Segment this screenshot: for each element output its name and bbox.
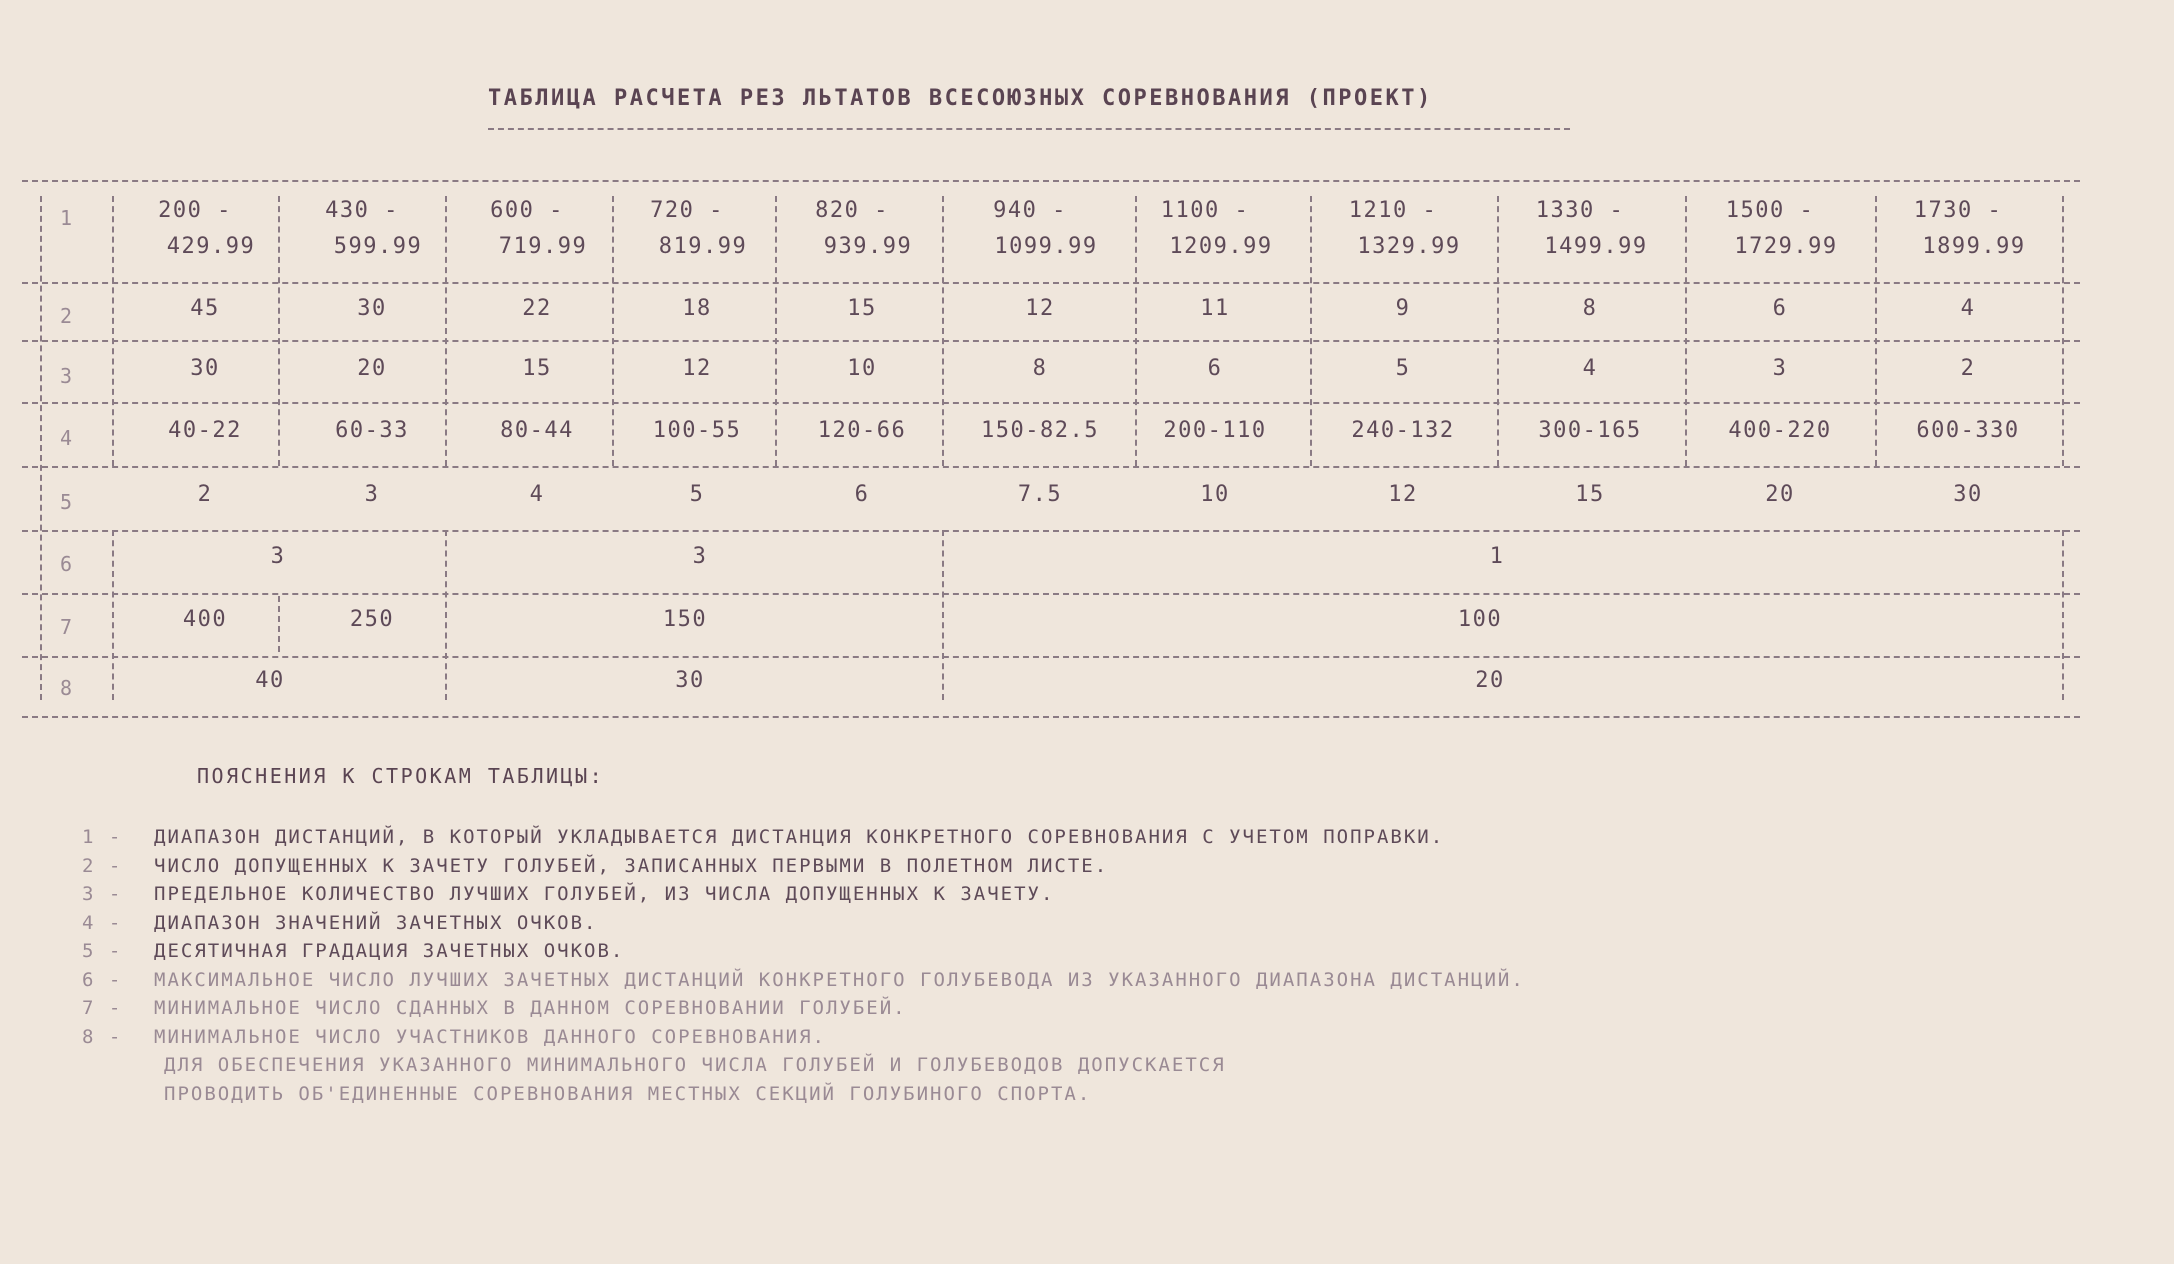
column-separator <box>1135 196 1137 466</box>
row4-cell: 80-44 <box>500 418 574 443</box>
range-to: 429.99 <box>166 234 256 259</box>
row6-cell: 3 <box>692 544 708 569</box>
row5-cell: 2 <box>197 482 213 507</box>
note-item <box>82 912 598 934</box>
note-number: 7 - <box>82 997 123 1019</box>
row2-cell: 12 <box>1025 296 1055 321</box>
row8-cell: 20 <box>1475 668 1505 693</box>
row5-cell: 6 <box>854 482 870 507</box>
notes-title: ПОЯСНЕНИЯ К СТРОКАМ ТАБЛИЦЫ: <box>197 764 605 788</box>
column-separator <box>1685 196 1687 466</box>
row2-cell: 11 <box>1200 296 1230 321</box>
row3-cell: 15 <box>522 356 552 381</box>
note-item <box>82 826 1444 848</box>
table-rule <box>22 402 2080 404</box>
note-continuation <box>164 1054 1226 1076</box>
row7-cell: 150 <box>662 607 708 632</box>
column-separator <box>2062 196 2064 466</box>
note-text: ДЕСЯТИЧНАЯ ГРАДАЦИЯ ЗАЧЕТНЫХ ОЧКОВ. <box>154 940 625 962</box>
range-to: 939.99 <box>823 234 913 259</box>
row-number: 6 <box>60 552 73 576</box>
merged-separator <box>942 530 944 700</box>
range-from: 820 - <box>815 198 889 223</box>
column-separator <box>942 196 944 466</box>
row4-cell: 240-132 <box>1351 418 1455 443</box>
range-from: 1330 - <box>1535 198 1625 223</box>
note-continuation-text: ПРОВОДИТЬ ОБ'ЕДИНЕННЫЕ СОРЕВНОВАНИЯ МЕСТНЫХ СЕКЦИЙ ГОЛУБИНОГО СПОРТА. <box>164 1082 1092 1105</box>
row2-cell: 8 <box>1582 296 1598 321</box>
row2-cell: 9 <box>1395 296 1411 321</box>
row3-cell: 5 <box>1395 356 1411 381</box>
range-to: 819.99 <box>658 234 748 259</box>
note-number: 1 - <box>82 826 123 848</box>
note-continuation-text: ДЛЯ ОБЕСПЕЧЕНИЯ УКАЗАННОГО МИНИМАЛЬНОГО ЧИСЛА ГОЛУБЕЙ И ГОЛУБЕВОДОВ ДОПУСКАЕТСЯ <box>164 1054 1226 1076</box>
note-item <box>82 940 624 962</box>
note-text: ДИАПАЗОН ЗНАЧЕНИЙ ЗАЧЕТНЫХ ОЧКОВ. <box>154 911 598 934</box>
note-item <box>82 1026 826 1048</box>
row-number: 4 <box>60 426 73 450</box>
row4-cell: 100-55 <box>652 418 742 443</box>
row4-cell: 400-220 <box>1728 418 1832 443</box>
note-text: ЧИСЛО ДОПУЩЕННЫХ К ЗАЧЕТУ ГОЛУБЕЙ, ЗАПИСАННЫХ ПЕРВЫМИ В ПОЛЕТНОМ ЛИСТЕ. <box>154 854 1109 877</box>
column-separator <box>112 196 114 466</box>
row7-cell: 250 <box>349 607 395 632</box>
column-separator <box>445 196 447 466</box>
note-number: 2 - <box>82 854 123 877</box>
note-text: МИНИМАЛЬНОЕ ЧИСЛО СДАННЫХ В ДАННОМ СОРЕВНОВАНИИ ГОЛУБЕЙ. <box>154 997 907 1019</box>
column-separator <box>775 196 777 466</box>
range-to: 719.99 <box>498 234 588 259</box>
document-title: ТАБЛИЦА РАСЧЕТА РЕЗ ЛЬТАТОВ ВСЕСОЮЗНЫХ СОРЕВНОВАНИЯ (ПРОЕКТ) <box>488 86 1433 111</box>
table-rule <box>22 656 2080 658</box>
row4-cell: 200-110 <box>1163 418 1267 443</box>
note-number: 4 - <box>82 911 123 934</box>
row3-cell: 10 <box>847 356 877 381</box>
note-item <box>82 997 907 1019</box>
note-continuation <box>164 1083 1091 1105</box>
table-rule <box>22 530 2080 532</box>
note-text: МАКСИМАЛЬНОЕ ЧИСЛО ЛУЧШИХ ЗАЧЕТНЫХ ДИСТАНЦИЙ КОНКРЕТНОГО ГОЛУБЕВОДА ИЗ УКАЗАННОГО ДИАПАЗОНА ДИСТАНЦИЙ. <box>154 968 1525 991</box>
row5-cell: 30 <box>1953 482 1983 507</box>
range-to: 599.99 <box>333 234 423 259</box>
column-separator <box>278 196 280 466</box>
row2-cell: 45 <box>190 296 220 321</box>
range-to: 1899.99 <box>1922 234 2026 259</box>
row4-cell: 600-330 <box>1916 418 2020 443</box>
note-item <box>82 883 1054 905</box>
note-item <box>82 855 1108 877</box>
column-separator <box>1497 196 1499 466</box>
row5-cell: 4 <box>529 482 545 507</box>
range-from: 1100 - <box>1160 198 1250 223</box>
row4-cell: 120-66 <box>817 418 907 443</box>
row2-cell: 15 <box>847 296 877 321</box>
table-rule <box>22 593 2080 595</box>
range-to: 1329.99 <box>1357 234 1461 259</box>
range-to: 1499.99 <box>1544 234 1648 259</box>
table-rule <box>22 340 2080 342</box>
note-number: 6 - <box>82 968 123 991</box>
merged-separator <box>2062 530 2064 700</box>
merged-separator <box>112 530 114 700</box>
row-number-border <box>40 196 42 700</box>
range-from: 720 - <box>650 198 724 223</box>
row8-cell: 30 <box>675 668 705 693</box>
range-from: 600 - <box>490 198 564 223</box>
row6-cell: 1 <box>1489 544 1505 569</box>
note-item <box>82 969 1525 991</box>
note-number: 5 - <box>82 940 123 962</box>
row4-cell: 300-165 <box>1538 418 1642 443</box>
row5-cell: 20 <box>1765 482 1795 507</box>
row2-cell: 18 <box>682 296 712 321</box>
row5-cell: 15 <box>1575 482 1605 507</box>
range-from: 940 - <box>993 198 1067 223</box>
range-from: 1210 - <box>1348 198 1438 223</box>
row2-cell: 4 <box>1960 296 1976 321</box>
range-from: 430 - <box>325 198 399 223</box>
row4-cell: 150-82.5 <box>981 418 1099 443</box>
note-number: 3 - <box>82 883 123 905</box>
table-rule <box>22 716 2080 718</box>
row2-cell: 30 <box>357 296 387 321</box>
range-to: 1729.99 <box>1734 234 1838 259</box>
row5-cell: 12 <box>1388 482 1418 507</box>
title-underline <box>488 128 1570 130</box>
row8-cell: 40 <box>255 668 285 693</box>
note-text: МИНИМАЛЬНОЕ ЧИСЛО УЧАСТНИКОВ ДАННОГО СОРЕВНОВАНИЯ. <box>154 1025 826 1048</box>
note-text: ПРЕДЕЛЬНОЕ КОЛИЧЕСТВО ЛУЧШИХ ГОЛУБЕЙ, ИЗ ЧИСЛА ДОПУЩЕННЫХ К ЗАЧЕТУ. <box>154 883 1055 905</box>
row-number: 8 <box>60 676 73 700</box>
row3-cell: 20 <box>357 356 387 381</box>
range-to: 1099.99 <box>994 234 1098 259</box>
row5-cell: 3 <box>364 482 380 507</box>
row3-cell: 30 <box>190 356 220 381</box>
row3-cell: 12 <box>682 356 712 381</box>
column-separator <box>1310 196 1312 466</box>
row-number: 7 <box>60 615 73 639</box>
table-rule <box>22 282 2080 284</box>
range-from: 200 - <box>158 198 232 223</box>
row6-cell: 3 <box>270 544 286 569</box>
row3-cell: 3 <box>1772 356 1788 381</box>
range-from: 1730 - <box>1913 198 2003 223</box>
row-number: 3 <box>60 364 73 388</box>
range-from: 1500 - <box>1725 198 1815 223</box>
row5-cell: 5 <box>689 482 705 507</box>
column-separator <box>612 196 614 466</box>
row7-cell: 100 <box>1457 607 1503 632</box>
row2-cell: 22 <box>522 296 552 321</box>
merged-separator <box>445 530 447 700</box>
table-rule <box>22 466 2080 468</box>
row2-cell: 6 <box>1772 296 1788 321</box>
row3-cell: 6 <box>1207 356 1223 381</box>
row3-cell: 2 <box>1960 356 1976 381</box>
row4-cell: 60-33 <box>335 418 409 443</box>
row3-cell: 8 <box>1032 356 1048 381</box>
row7-cell: 400 <box>182 607 228 632</box>
row4-cell: 40-22 <box>168 418 242 443</box>
row-number: 5 <box>60 490 73 514</box>
note-text: ДИАПАЗОН ДИСТАНЦИЙ, В КОТОРЫЙ УКЛАДЫВАЕТСЯ ДИСТАНЦИЯ КОНКРЕТНОГО СОРЕВНОВАНИЯ С УЧЕТОМ ПОПРАВКИ. <box>154 826 1445 848</box>
row-number: 2 <box>60 304 73 328</box>
column-separator <box>1875 196 1877 466</box>
row-number: 1 <box>60 206 73 230</box>
row5-cell: 7.5 <box>1017 482 1063 507</box>
note-number: 8 - <box>82 1025 123 1048</box>
range-to: 1209.99 <box>1169 234 1273 259</box>
row3-cell: 4 <box>1582 356 1598 381</box>
table-rule <box>22 180 2080 182</box>
row7-separator <box>278 596 280 652</box>
row5-cell: 10 <box>1200 482 1230 507</box>
